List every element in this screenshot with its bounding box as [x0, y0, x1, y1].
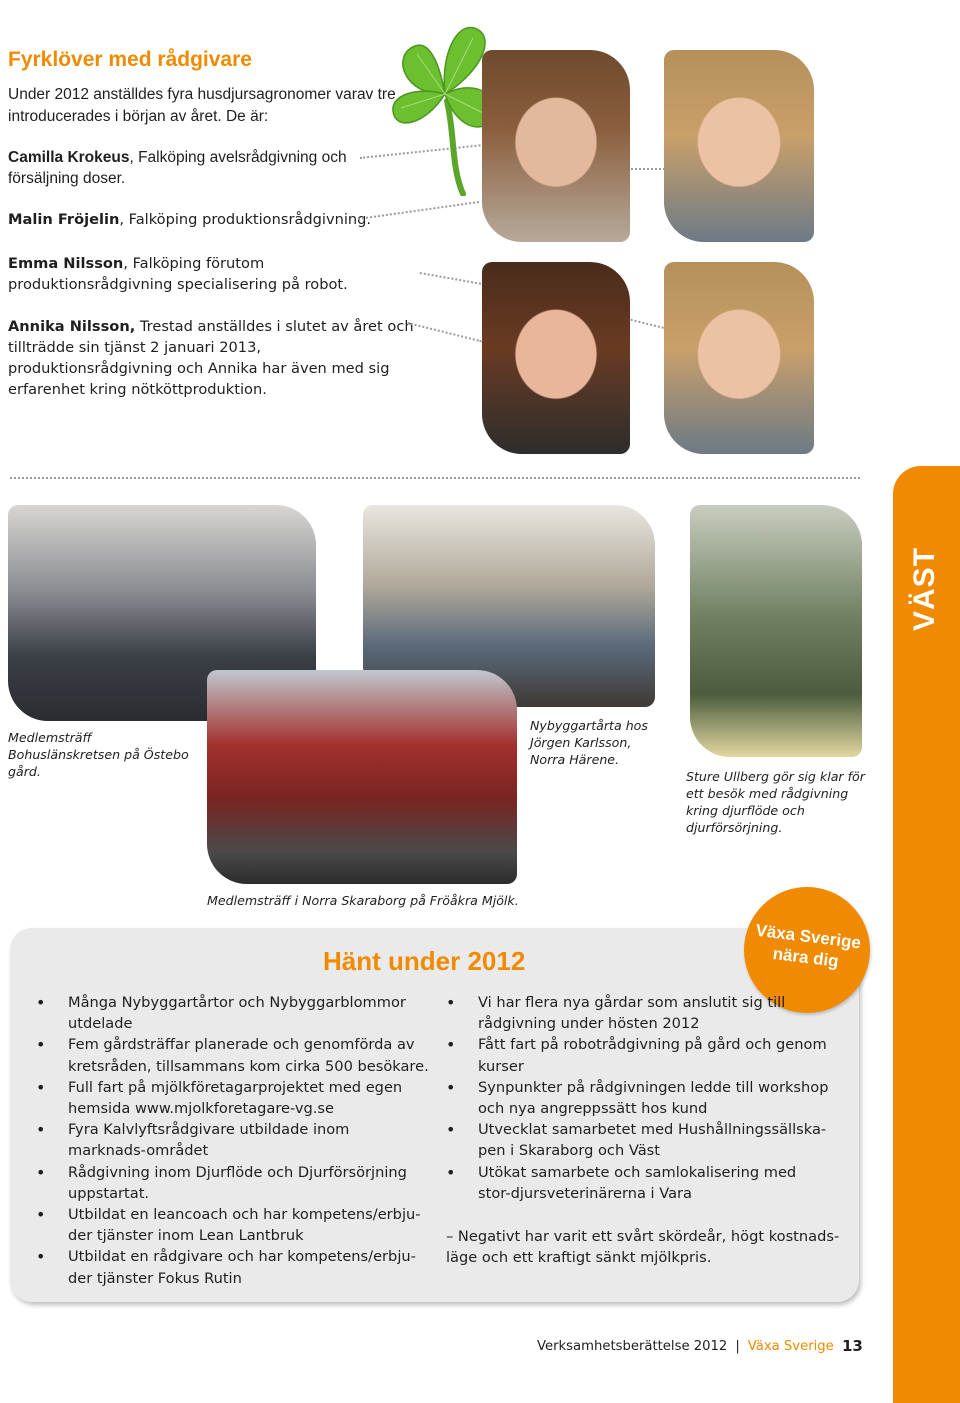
- list-item: • Utbildat en leancoach och har kompetens/erbju-der tjänster inom Lean Lantbruk: [36, 1204, 431, 1246]
- connector-line: [628, 168, 668, 170]
- advisor-desc: , Falköping förutom produktionsrådgivning specialisering på robot.: [8, 255, 348, 293]
- footer-separator: |: [735, 1339, 740, 1354]
- advisor-name: Malin Fröjelin: [8, 211, 120, 228]
- advisor-emma: [8, 253, 428, 295]
- advisor-desc: Trestad anställdes i slutet av året och tillträdde sin tjänst 2 januari 2013, produktionsrådgivning och Annika har även med sig erfarenhet kring nötköttproduktion.: [8, 318, 414, 398]
- advisor-name: Annika Nilsson,: [8, 318, 136, 335]
- advisor-name: Camilla Krokeus: [8, 149, 130, 166]
- page-number: 13: [842, 1337, 863, 1355]
- highlights-title: Hänt under 2012: [323, 946, 526, 976]
- advisor-name: Emma Nilsson: [8, 255, 124, 272]
- list-item: • Vi har flera nya gårdar som anslutit sig till rådgivning under hösten 2012: [446, 992, 831, 1034]
- portrait-photo: [664, 50, 814, 242]
- caption-bohuslan: Medlemsträff Bohuslänskretsen på Östebo gård.: [8, 730, 189, 779]
- list-item: • Utökat samarbete och samlokalisering med stor-djursveterinärerna i Vara: [446, 1162, 831, 1204]
- list-item: • Full fart på mjölkföretagarprojektet med egen hemsida www.mjolkforetagare-vg.se: [36, 1077, 431, 1119]
- brand-badge-text: Växa Sverige nära dig: [754, 920, 862, 971]
- advisor-annika: [8, 316, 428, 400]
- portrait-photo: [664, 262, 814, 454]
- portrait-photo: [482, 50, 630, 242]
- advisor-camilla: [8, 147, 368, 189]
- event-photo-sture: [690, 505, 862, 757]
- caption-sture: Sture Ullberg gör sig klar för ett besök med rådgivning kring djurflöde och djurförsörjning.: [686, 769, 865, 835]
- caption-skaraborg: Medlemsträff i Norra Skaraborg på Fröåkra Mjölk.: [207, 893, 519, 908]
- section-title: Fyrklöver med rådgivare: [8, 48, 252, 71]
- list-item: • Fem gårdsträffar planerade och genomförda av kretsråden, tillsammans kom cirka 500 besökare.: [36, 1034, 431, 1076]
- page-footer: [537, 1339, 834, 1354]
- list-item: • Fått fart på robotrådgivning på gård och genom kurser: [446, 1034, 831, 1076]
- list-item: • Utbildat en rådgivare och har kompetens/erbju-der tjänster Fokus Rutin: [36, 1246, 431, 1288]
- highlights-right-list: [446, 992, 831, 1204]
- portrait-photo: [482, 262, 630, 454]
- report-name: Verksamhetsberättelse 2012: [537, 1339, 728, 1354]
- advisor-desc: , Falköping avelsrådgivning och försäljning doser.: [8, 149, 347, 187]
- event-photo-skaraborg: [207, 670, 517, 884]
- advisor-desc: , Falköping produktionsrådgivning.: [119, 211, 372, 228]
- intro-text: Under 2012 anställdes fyra husdjursagronomer varav tre introducerades i början av året. De är:: [8, 86, 396, 125]
- footer-brand: Växa Sverige: [747, 1339, 834, 1354]
- list-item: • Fyra Kalvlyftsrådgivare utbildade inom marknads-området: [36, 1119, 431, 1161]
- caption-nybyggartarta: Nybyggartårta hos Jörgen Karlsson, Norra Härene.: [530, 718, 648, 767]
- region-label-text: VÄST: [908, 546, 942, 632]
- list-item: • Många Nybyggartårtor och Nybyggarblommor utdelade: [36, 992, 431, 1034]
- list-item: • Rådgivning inom Djurflöde och Djurförsörjning uppstartat.: [36, 1162, 431, 1204]
- region-label: [903, 546, 947, 632]
- connector-line: [628, 318, 667, 330]
- section-divider: [10, 477, 860, 479]
- list-item: • Synpunkter på rådgivningen ledde till workshop och nya angreppssätt hos kund: [446, 1077, 831, 1119]
- connector-line: [420, 272, 481, 285]
- advisor-malin: [8, 209, 388, 230]
- highlights-note: – Negativt har varit ett svårt skördeår, högt kostnads-läge och ett kraftigt sänkt mjölkpris.: [446, 1228, 840, 1267]
- highlights-left-list: [36, 992, 431, 1289]
- list-item: • Utvecklat samarbetet med Hushållningssällska-pen i Skaraborg och Väst: [446, 1119, 831, 1161]
